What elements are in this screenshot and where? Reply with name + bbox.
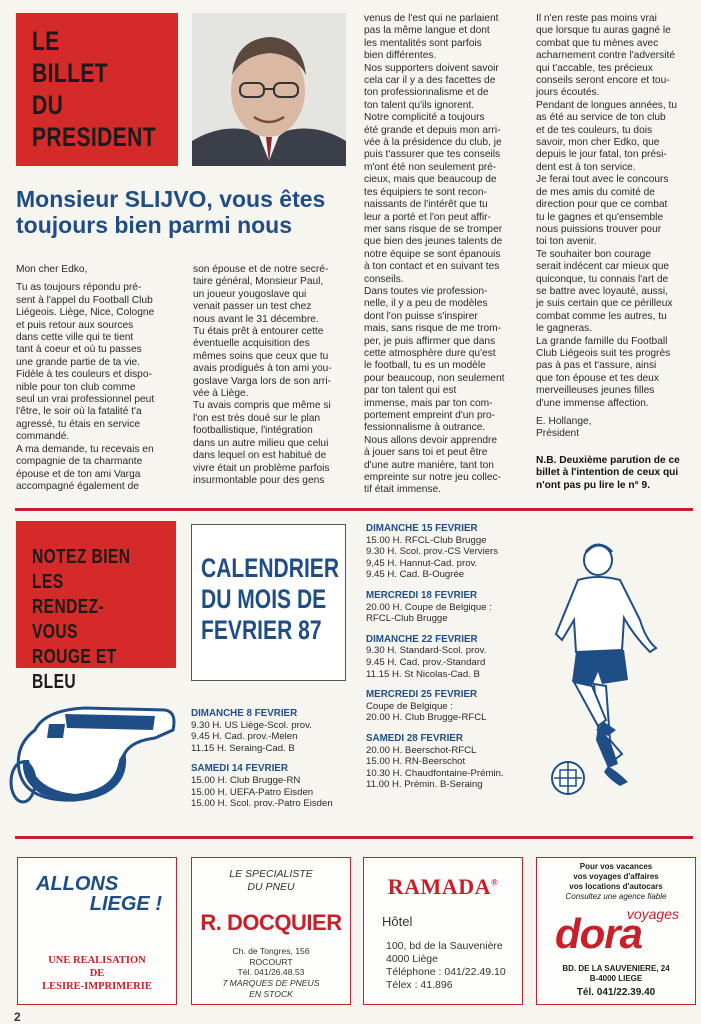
billet-box [16,13,178,166]
article-line: sent à l'appel du Football Club [16,294,153,306]
article-line: Te souhaiter bon courage [536,248,651,260]
event-item: 15.00 H. RFCL-Club Brugge [366,534,487,546]
allons-sub-2: DE [89,968,105,979]
president-photo [192,13,346,166]
article-line: immense, mais par ton com- [364,397,493,409]
article-line: les mentalités sont parfois [364,37,482,49]
article-line: d'une autre manière, tant ton [364,459,494,471]
article-line: nelle, il y a peu de modèles [364,298,488,310]
headline [16,186,356,238]
event-day [191,708,361,754]
ramada-name: RAMADA [387,874,491,899]
event-day [366,523,536,581]
ramada-reg: ® [490,877,499,888]
event-date: MERCREDI 25 FEVRIER [366,689,478,701]
article-line: tu le gagnes et qu'ensemble [536,211,664,223]
separator-top [15,508,693,511]
allons-title [32,874,162,914]
dora-voyages: voyages [626,906,679,922]
article-line: jours écoutés. [536,87,600,99]
calendar-title-box [191,524,346,681]
dora-italic: Consultez une agence fiable [565,892,667,901]
whistle-illustration [5,690,180,820]
article-line: qui t'accable, tes précieux [536,62,653,74]
article-line: mêmes soins que ceux que tu [193,350,329,362]
article-column-2 [193,264,361,487]
article-line: billet à l'intention de ceux qui [536,467,679,479]
article-line: je suis certain que ce périlleux [536,298,673,310]
event-item: 15.00 H. UEFA-Patro Eisden [191,786,314,798]
billet-title [32,25,156,153]
article-line: à jouer sans toi et peut être [364,447,488,459]
article-column-1 [16,264,186,493]
allons-title-2: LIEGE ! [89,893,162,915]
allons-title-1: ALLONS [36,873,119,895]
article-line: empreinte sur notre jeu collec- [364,472,502,484]
ramada-logo [364,874,522,900]
article-line: as été au service de ton club [536,112,666,124]
article-line: commandé. [16,431,70,443]
article-line: cette atmosphère dure qu'est [364,347,496,359]
event-day [366,733,536,791]
article-line: naissants de l'intérêt que tu [364,199,488,211]
calendar-title-line: CALENDRIER [201,553,340,583]
article-line: à ton contact et en suivant tes [364,261,500,273]
article-line: Mon cher Edko, [16,264,88,275]
article-line: Président [536,428,580,440]
event-item: 15.00 H. Scol. prov.-Patro Eisden [191,798,333,810]
separator-bottom [15,836,693,839]
article-line: combat que tu mènes avec [536,37,659,49]
article-line: Liégeois. Liège, Nice, Cologne [16,307,155,319]
event-item: 9,45 H. Hannut-Cad. prov. [366,557,478,569]
docquier-addr-3: Tél. 041/26.48.53 [237,967,305,977]
ramada-addr-3: Téléphone : 041/22.49.10 [386,966,506,978]
article-line: toi ton avenir. [536,236,597,248]
dora-addr [537,964,695,999]
notez-line: LES [32,571,64,593]
article-line: Tu avais compris que même si [193,400,331,412]
allons-sub-1: UNE REALISATION [48,955,146,966]
calendar-title-line: DU MOIS DE [201,584,327,614]
article-line: leur a porté et l'on peut affir- [364,211,491,223]
article-line: m'ont été non seulement pré- [364,161,497,173]
article-line: tif était immense. [364,484,441,496]
article-line: ton professionnalisme et de [364,87,489,99]
article-line: Club Liégeois suit tes progrès [536,347,671,359]
article-line: Pendant de longues années, tu [536,99,678,111]
event-item: 20.00 H. Club Brugge-RFCL [366,712,487,724]
article-line: direction pour que ce combat [536,199,668,211]
event-date: SAMEDI 14 FEVRIER [191,763,288,775]
ramada-addr [386,940,506,992]
ramada-hotel: Hôtel [382,914,413,929]
article-line: n'ont pas pu lire le n° 9. [536,479,651,491]
article-line: de mes amis du comité de [536,186,655,198]
article-line: venait passer un test chez [193,301,312,313]
event-date: DIMANCHE 15 FEVRIER [366,523,478,534]
article-line: acharnement contre l'adversité [536,50,675,62]
article-line: fessionnalisme à outrance. [364,422,486,434]
article-line: E. Hollange, [536,416,592,427]
article-line: été grande et depuis mon arri- [364,124,501,136]
article-line: pas à pas et t'assure, ainsi [536,360,657,372]
article-line: cieux, mais que beaucoup de [364,174,497,186]
event-day [366,590,536,625]
article-line: d'une immense affection. [536,397,649,409]
dora-top [537,862,695,902]
article-line: seul un vrai professionnel peut [16,394,155,406]
article-line: mer sans risque de se tromper [364,223,503,235]
article-line: éventuelle acquisition des [193,338,310,350]
event-date: DIMANCHE 22 FEVRIER [366,633,478,645]
article-line: puis t'assurer que tes conseils [364,149,501,161]
event-item: 9.30 H. US Liège-Scol. prov. [191,719,312,731]
article-column-4 [536,13,696,410]
article-line: nous puissions trouver pour [536,223,662,235]
headline-line-1: Monsieur SLIJVO, vous êtes [16,186,326,212]
article-line: que lorsque tu auras gagné le [536,25,671,37]
event-item: 9.30 H. Scol. prov.-CS Verviers [366,546,499,558]
article-line: dans cette ville qui te tient [16,332,134,344]
article-line: Tu as toujours répondu pré- [16,282,142,294]
article-line: vivre était un problème parfois [193,462,330,474]
dora-name: dora [555,910,643,957]
page-number: 2 [14,1010,21,1024]
article-line: Dans toutes vie profession- [364,285,488,297]
article-line: combat comme les autres, tu [536,310,667,322]
event-item: 11.15 H. Seraing-Cad. B [191,742,295,754]
ramada-addr-2: 4000 Liège [386,953,438,965]
article-line: depuis le jour fatal, ton prési- [536,149,667,161]
article-line: Nos supporters doivent savoir [364,62,499,74]
dora-top-3: vos locations d'autocars [569,882,663,891]
event-day [191,763,361,809]
article-line: vée à la présidence du club, je [364,137,502,149]
article-line: notre équipe se sont épanouis [364,248,501,260]
article-line: Notre complicité a toujours [364,112,485,124]
event-item: Coupe de Belgique : [366,700,453,712]
allons-sub [18,954,176,993]
event-item: 11.00 H. Prémin. B-Seraing [366,779,483,791]
article-line: vée à Liège. [193,388,249,400]
article-line: compagnie de ta charmante [16,456,143,468]
article-line: avais prodigués à ton ami you- [193,363,332,375]
event-item: 20.00 H. Coupe de Belgique : [366,601,492,613]
event-item: 20.00 H. Beerschot-RFCL [366,744,477,756]
article-line: nous avant le 31 décembre. [193,313,319,325]
article-line: dans un autre milieu que celui [193,437,329,449]
headline-line-2: toujours bien parmi nous [16,212,293,238]
event-item: 9.45 H. Cad. prov.-Melen [191,731,298,743]
docquier-top [192,868,350,894]
billet-line: DU [32,90,64,120]
docquier-bottom-1: 7 MARQUES DE PNEUS [222,978,320,988]
event-date: DIMANCHE 8 FEVRIER [191,708,298,719]
article-line: venus de l'est qui ne parlaient [364,13,499,24]
event-item: 15.00 H. Club Brugge-RN [191,774,301,786]
article-line: mais, sans risque de me trom- [364,323,502,335]
dora-tel: Tél. 041/22.39.40 [576,987,656,998]
article-line: taire général, Monsieur Paul, [193,276,324,288]
article-line: dans lequel on est habitué de [193,450,327,462]
article-line: footballistique, l'intégration [193,425,313,437]
article-line: portement empreint d'un pro- [364,410,496,421]
article-line: serait indécent car mieux que [536,261,670,273]
article-line: Fidèle à tes couleurs et dispo- [16,369,152,381]
dora-addr-2: B-4000 LIEGE [589,974,643,983]
article-line: que ton épouse et tes deux [536,372,659,384]
article-line: épouse et de ton ami Varga [16,468,141,480]
article-line: dent est à ton service. [536,161,636,173]
article-line: ton talent qu'ils ignorent. [364,99,475,111]
article-line: nible pour ton club comme [16,381,136,393]
article-column-3 [364,13,532,497]
article-line: bien différentes. [364,50,437,62]
article-line: Je ferai tout avec le concours [536,174,669,186]
article-line: tant à coeur et où tu passes [16,344,142,356]
ramada-addr-4: Télex : 41.896 [386,979,453,991]
article-line: Tu étais prêt à entourer cette [193,326,324,338]
notez-box [16,521,176,693]
calendar-title [201,553,339,646]
article-line: per, je puis affirmer que dans [364,335,496,347]
event-date: SAMEDI 28 FEVRIER [366,732,463,744]
article-line: et de tes couleurs, tu dois [536,124,653,136]
dora-top-2: vos voyages d'affaires [573,872,659,881]
event-item: 15.00 H. RN-Beerschot [366,756,466,768]
article-line: agressé, tu étais en service [16,418,141,430]
docquier-bottom-2: EN STOCK [249,988,293,999]
event-item: 9.45 H. Cad. B-Ougrée [366,569,465,581]
dora-addr-1: BD. DE LA SAUVENIERE, 24 [562,964,670,973]
article-line: et puis retour aux sources [16,319,134,331]
article-line: quiconque, tu connais l'art de [536,273,669,285]
article-line: Il n'en reste pas moins vrai [536,13,657,24]
docquier-name: R. DOCQUIER [200,910,342,935]
article-line: le football, tu es un modèle [364,360,486,372]
docquier-top-1: LE SPECIALISTE [229,868,313,880]
events-right [366,523,536,800]
article-line: tes équipiers te sont recon- [364,186,487,198]
article-line: une grande partie de ta vie. [16,356,141,368]
event-item: 9.45 H. Cad. prov.-Standard [366,656,486,668]
allons-sub-3: LESIRE-IMPRIMERIE [42,981,152,992]
article-line: l'on est très doué sur le plan [193,412,321,424]
notez-line: ROUGE ET BLEU [32,646,117,693]
article-line: un joueur yougoslave qui [193,288,307,300]
article-line: pas la même langue et dont [364,25,490,37]
article-line: l'être, le soir où la fatalité t'a [16,406,142,418]
article-line: dont l'on puisse s'inspirer [364,310,478,322]
event-date: MERCREDI 18 FEVRIER [366,589,478,601]
ad-ramada [363,857,523,1005]
ramada-addr-1: 100, bd de la Sauvenière [386,940,503,952]
event-day [366,634,536,680]
event-item: 10.30 H. Chaudfontaine-Prémin. [366,767,504,779]
article-line: accompagné également de [16,480,139,492]
calendar-title-line: FEVRIER 87 [201,615,322,645]
notez-title [32,545,144,695]
events-left [191,708,361,819]
event-item: RFCL-Club Brugge [366,613,448,625]
ad-dora [536,857,696,1005]
article-line: Nous allons devoir apprendre [364,434,498,446]
event-item: 11.15 H. St Nicolas-Cad. B [366,668,480,680]
event-day [366,689,536,724]
article-line: se battre avec loyauté, aussi, [536,285,668,297]
article-line: que bien des jeunes talents de [364,236,503,248]
docquier-addr-1: Ch. de Tongres, 156 [232,946,310,956]
article-line: N.B. Deuxième parution de ce [536,455,680,466]
signature [536,416,696,441]
billet-line: BILLET [32,58,109,88]
billet-line: LE [32,26,60,56]
article-line: le gagneras. [536,323,593,335]
docquier-addr-2: ROCOURT [249,956,293,967]
event-item: 9.30 H. Standard-Scol. prov. [366,645,487,657]
docquier-top-2: DU PNEU [247,881,295,893]
ad-allons-liege [17,857,177,1005]
article-line: merveilleuses jeunes filles [536,385,655,397]
notez-line: NOTEZ BIEN [32,546,131,568]
nb-note [536,455,696,492]
article-line: cela car il y a des facettes de [364,75,496,87]
article-line: par ton talent qui est [364,385,457,397]
article-line: son épouse et de notre secré- [193,264,329,275]
article-line: pour beaucoup, non seulement [364,372,505,384]
docquier-addr [192,946,350,978]
footballer-illustration [548,540,688,800]
article-line: conseils. [364,273,404,285]
article-line: A ma demande, tu recevais en [16,443,154,455]
article-line: goslave Varga lors de son arri- [193,375,331,387]
article-line: savoir, mon cher Edko, que [536,137,660,149]
article-line: La grande famille du Football [536,335,668,347]
docquier-bottom [192,978,350,999]
notez-line: RENDEZ-VOUS [32,596,105,643]
article-line: insurmontable pour des gens [193,474,325,486]
article-line: conseils seront encore et tou- [536,75,670,87]
billet-line: PRESIDENT [32,122,157,152]
ad-docquier [191,857,351,1005]
dora-top-1: Pour vos vacances [579,862,653,871]
